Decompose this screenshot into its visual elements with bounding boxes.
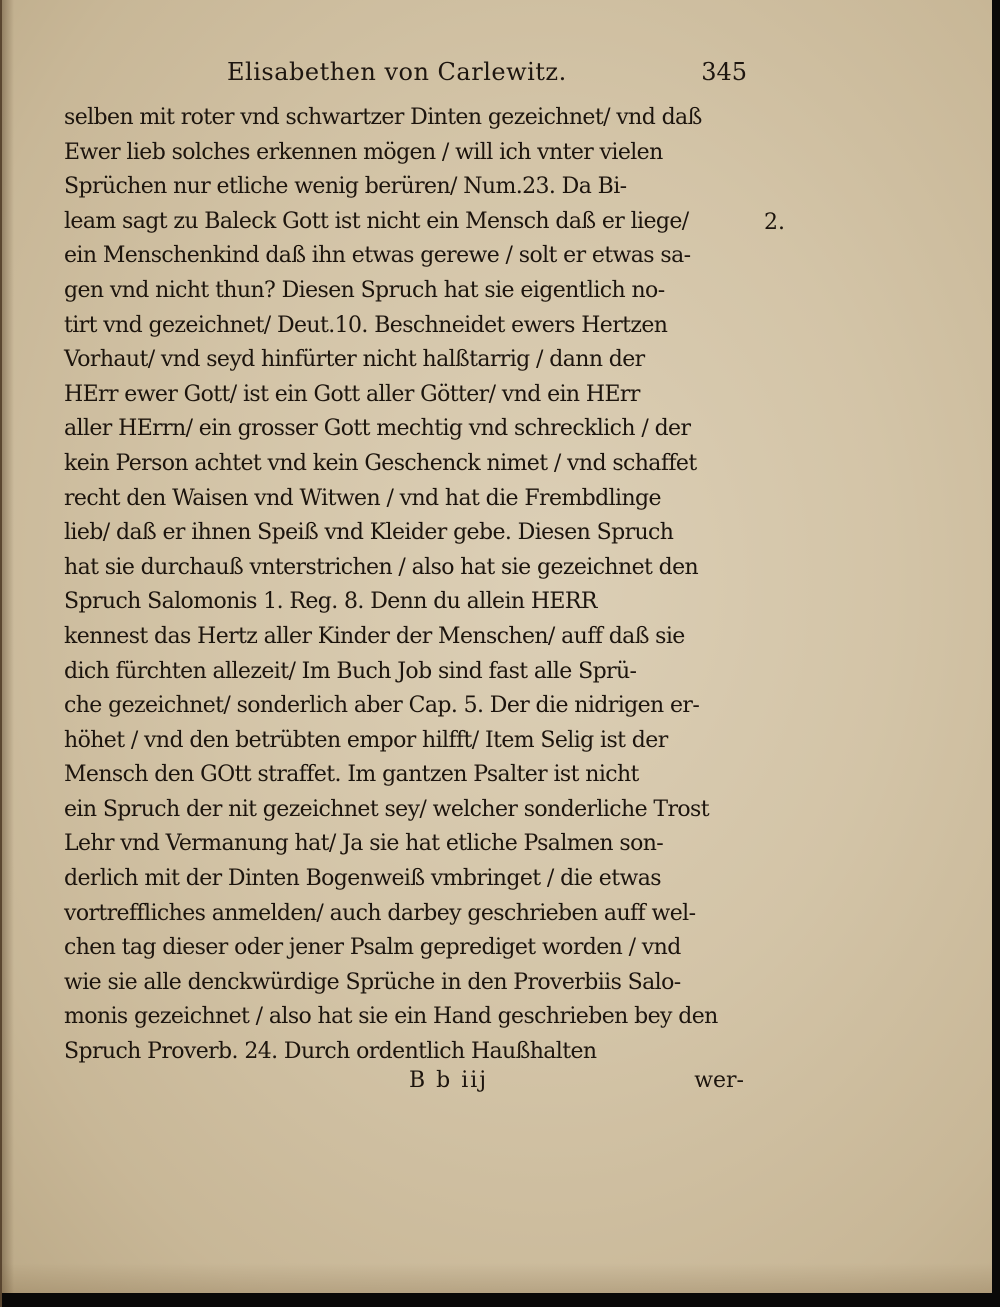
body-text [64, 101, 754, 1070]
text-line: che gezeichnet/ sonderlich aber Cap. 5. Der die nidrigen er- [64, 693, 700, 719]
text-line: tirt vnd gezeichnet/ Deut.10. Beschneidet ewers Hertzen [64, 312, 668, 338]
text-line: gen vnd nicht thun? Diesen Spruch hat sie eigentlich no- [64, 277, 665, 303]
text-line: höhet / vnd den betrübten empor hilfft/ Item Selig ist der [64, 727, 668, 753]
text-line: ein Spruch der nit gezeichnet sey/ welcher sonderliche Trost [64, 796, 709, 822]
text-line: kein Person achtet vnd kein Geschenck nimet / vnd schaffet [64, 450, 697, 476]
text-line: aller HErrn/ ein grosser Gott mechtig vnd schrecklich / der [64, 416, 691, 442]
page-header [227, 58, 747, 92]
scan-edge [0, 0, 2, 1307]
text-line: hat sie durchauß vnterstrichen / also hat sie gezeichnet den [64, 554, 699, 580]
book-page [2, 0, 992, 1293]
margin-note: 2. [764, 210, 785, 235]
catchword: wer- [694, 1068, 744, 1093]
text-line: recht den Waisen vnd Witwen / vnd hat die Frembdlinge [64, 485, 661, 511]
text-line: Lehr vnd Vermanung hat/ Ja sie hat etliche Psalmen son- [64, 831, 664, 857]
running-title: Elisabethen von Carlewitz. [227, 58, 567, 86]
text-line: Ewer lieb solches erkennen mögen / will ich vnter vielen [64, 139, 663, 165]
text-line: Spruch Salomonis 1. Reg. 8. Denn du allein HERR [64, 589, 597, 615]
text-line: wie sie alle denckwürdige Sprüche in den Proverbiis Salo- [64, 969, 681, 995]
text-line: vortreffliches anmelden/ auch darbey geschrieben auff wel- [64, 900, 696, 926]
text-line: kennest das Hertz aller Kinder der Menschen/ auff daß sie [64, 623, 685, 649]
text-line: Spruch Proverb. 24. Durch ordentlich Haußhalten [64, 1039, 597, 1065]
page-footer [64, 1068, 754, 1102]
text-line: Sprüchen nur etliche wenig berüren/ Num.23. Da Bi- [64, 174, 627, 200]
text-line: monis gezeichnet / also hat sie ein Hand geschrieben bey den [64, 1004, 718, 1030]
text-line: selben mit roter vnd schwartzer Dinten gezeichnet/ vnd daß [64, 105, 702, 130]
text-line: dich fürchten allezeit/ Im Buch Job sind fast alle Sprü- [64, 658, 637, 684]
text-line: HErr ewer Gott/ ist ein Gott aller Götter/ vnd ein HErr [64, 381, 640, 407]
text-line: Vorhaut/ vnd seyd hinfürter nicht halßtarrig / dann der [64, 347, 645, 373]
signature-mark: B b iij [409, 1068, 489, 1093]
text-line: chen tag dieser oder jener Psalm geprediget worden / vnd [64, 935, 681, 961]
text-line: ein Menschenkind daß ihn etwas gerewe / solt er etwas sa- [64, 243, 691, 269]
text-line: leam sagt zu Baleck Gott ist nicht ein Mensch daß er liege/ [64, 208, 689, 234]
text-line: lieb/ daß er ihnen Speiß vnd Kleider gebe. Diesen Spruch [64, 520, 674, 546]
text-line: Mensch den GOtt straffet. Im gantzen Psalter ist nicht [64, 762, 639, 788]
page-number: 345 [701, 58, 747, 86]
text-line: derlich mit der Dinten Bogenweiß vmbringet / die etwas [64, 866, 661, 892]
